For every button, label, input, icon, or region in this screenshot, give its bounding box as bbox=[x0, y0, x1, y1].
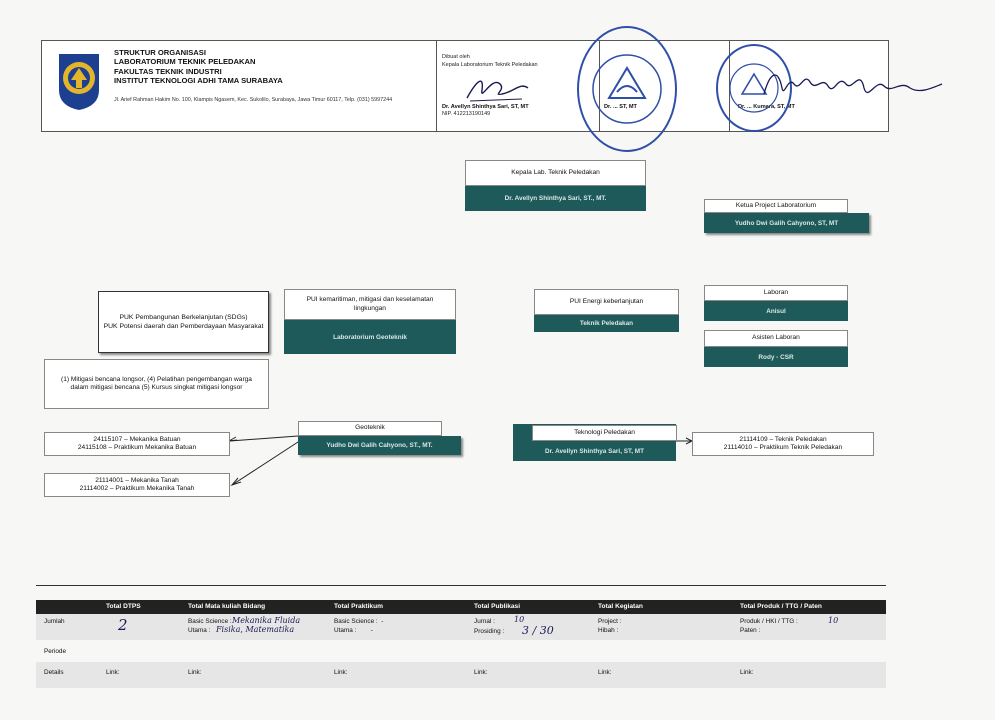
asisten-title-box: Asisten Laboran bbox=[704, 330, 848, 347]
tek-peledakan-name: Dr. Avellyn Shinthya Sari, ST, MT bbox=[545, 447, 644, 455]
head-title-box: Kepala Lab. Teknik Peledakan bbox=[465, 160, 646, 186]
head-name-bar: Dr. Avellyn Shinthya Sari, ST., MT. bbox=[465, 186, 646, 211]
pub-prosiding-label: Prosiding : bbox=[474, 628, 505, 635]
paten-label: Paten : bbox=[740, 627, 761, 634]
course-box-batuan: 24115107 – Mekanika Batuan 24115108 – Praktikum Mekanika Batuan bbox=[44, 432, 230, 456]
col-header: Total Produk / TTG / Paten bbox=[740, 603, 822, 610]
tek-peledakan-title-box: Teknologi Peledakan bbox=[532, 425, 677, 441]
laboran-name-bar: Anisul bbox=[704, 301, 848, 321]
col-header: Total Kegiatan bbox=[598, 603, 643, 610]
row-label: Details bbox=[44, 669, 64, 676]
table-rule bbox=[36, 585, 886, 586]
pui-energy-lab-bar: Teknik Peledakan bbox=[534, 315, 679, 332]
org-title: STRUKTUR ORGANISASI LABORATORIUM TEKNIK PELEDAKAN FAKULTAS TEKNIK INDUSTRI INSTITUT TEKNOLOGI ADHI TAMA SURABAYA bbox=[114, 48, 283, 86]
table-row bbox=[36, 640, 886, 662]
mk-utama-value: Fisika, Matematika bbox=[216, 625, 295, 634]
keg-hibah: Hibah : bbox=[598, 627, 619, 634]
course-box-tanah: 21114001 – Mekanika Tanah 21114002 – Praktikum Mekanika Tanah bbox=[44, 473, 230, 497]
puk-box: PUK Pembangunan Berkelanjutan (SDGs) PUK Potensi daerah dan Pemberdayaan Masyarakat bbox=[98, 291, 269, 353]
geoteknik-title-box: Geoteknik bbox=[298, 421, 442, 436]
laboran-title-box: Laboran bbox=[704, 285, 848, 301]
pub-jurnal-label: Jurnal : bbox=[474, 618, 495, 625]
course-box-peledakan: 21114109 – Teknik Peledakan 21114010 – Praktikum Teknik Peledakan bbox=[692, 432, 874, 456]
col-header: Total DTPS bbox=[106, 603, 141, 610]
project-title-box: Ketua Project Laboratorium bbox=[704, 199, 848, 213]
prak-utama: Utama : - bbox=[334, 627, 373, 634]
mk-basic-value: Mekanika Fluida bbox=[232, 616, 301, 625]
dtps-value: 2 bbox=[118, 616, 128, 634]
made-by-role: Kepala Laboratorium Teknik Peledakan bbox=[442, 62, 538, 68]
mk-utama-label: Utama : bbox=[188, 627, 211, 634]
col-header: Total Publikasi bbox=[474, 603, 521, 610]
asisten-name-bar: Rody - CSR bbox=[704, 347, 848, 367]
org-address: Jl. Arief Rahman Hakim No. 100, Klampis Ngasem, Kec. Sukolilo, Surabaya, Jawa Timur 60117, Telp. (031) 5997244 bbox=[114, 97, 393, 103]
pub-prosiding-value: 3 / 30 bbox=[522, 624, 554, 637]
col-header: Total Mata kuliah Bidang bbox=[188, 603, 266, 610]
approved-by-name: Dr. ... Kumara, ST, MT bbox=[738, 104, 795, 110]
keg-project: Project : bbox=[598, 618, 622, 625]
table-row bbox=[36, 614, 886, 640]
pui-energy-box: PUI Energi keberlanjutan bbox=[534, 289, 679, 315]
project-name-bar: Yudho Dwi Galih Cahyono, ST, MT bbox=[704, 213, 869, 233]
details-link[interactable]: Link: bbox=[106, 669, 120, 676]
table-header bbox=[36, 600, 886, 614]
made-by-name: Dr. Avellyn Shinthya Sari, ST, MT bbox=[442, 104, 529, 110]
prak-basic: Basic Science : - bbox=[334, 618, 384, 625]
made-by-nip: NIP. 412213190149 bbox=[442, 111, 491, 117]
prod-label: Produk / HKI / TTG : bbox=[740, 618, 798, 625]
row-label: Jumlah bbox=[44, 618, 65, 625]
pui-maritime-box: PUI kemaritiman, mitigasi dan keselamatan lingkungan bbox=[284, 289, 456, 320]
mk-basic-label: Basic Science : bbox=[188, 618, 232, 625]
puk-activities-box: (1) Mitigasi bencana longsor, (4) Pelatihan pengembangan warga dalam mitigasi bencana (5) Kursus singkat mitigasi longsor bbox=[44, 359, 269, 409]
details-link[interactable]: Link: bbox=[598, 669, 612, 676]
details-link[interactable]: Link: bbox=[474, 669, 488, 676]
details-link[interactable]: Link: bbox=[334, 669, 348, 676]
pub-jurnal-value: 10 bbox=[514, 615, 525, 624]
details-link[interactable]: Link: bbox=[740, 669, 754, 676]
prod-value: 10 bbox=[828, 616, 839, 625]
row-label: Periode bbox=[44, 648, 67, 655]
table-row bbox=[36, 662, 886, 688]
geoteknik-name-bar: Yudho Dwi Galih Cahyono, ST., MT. bbox=[298, 436, 461, 455]
col-header: Total Praktikum bbox=[334, 603, 383, 610]
details-link[interactable]: Link: bbox=[188, 669, 202, 676]
checked-by-name: Dr. ... ST, MT bbox=[604, 104, 637, 110]
made-by-label: Dibuat oleh bbox=[442, 54, 470, 60]
pui-maritime-lab-bar: Laboratorium Geoteknik bbox=[284, 320, 456, 354]
